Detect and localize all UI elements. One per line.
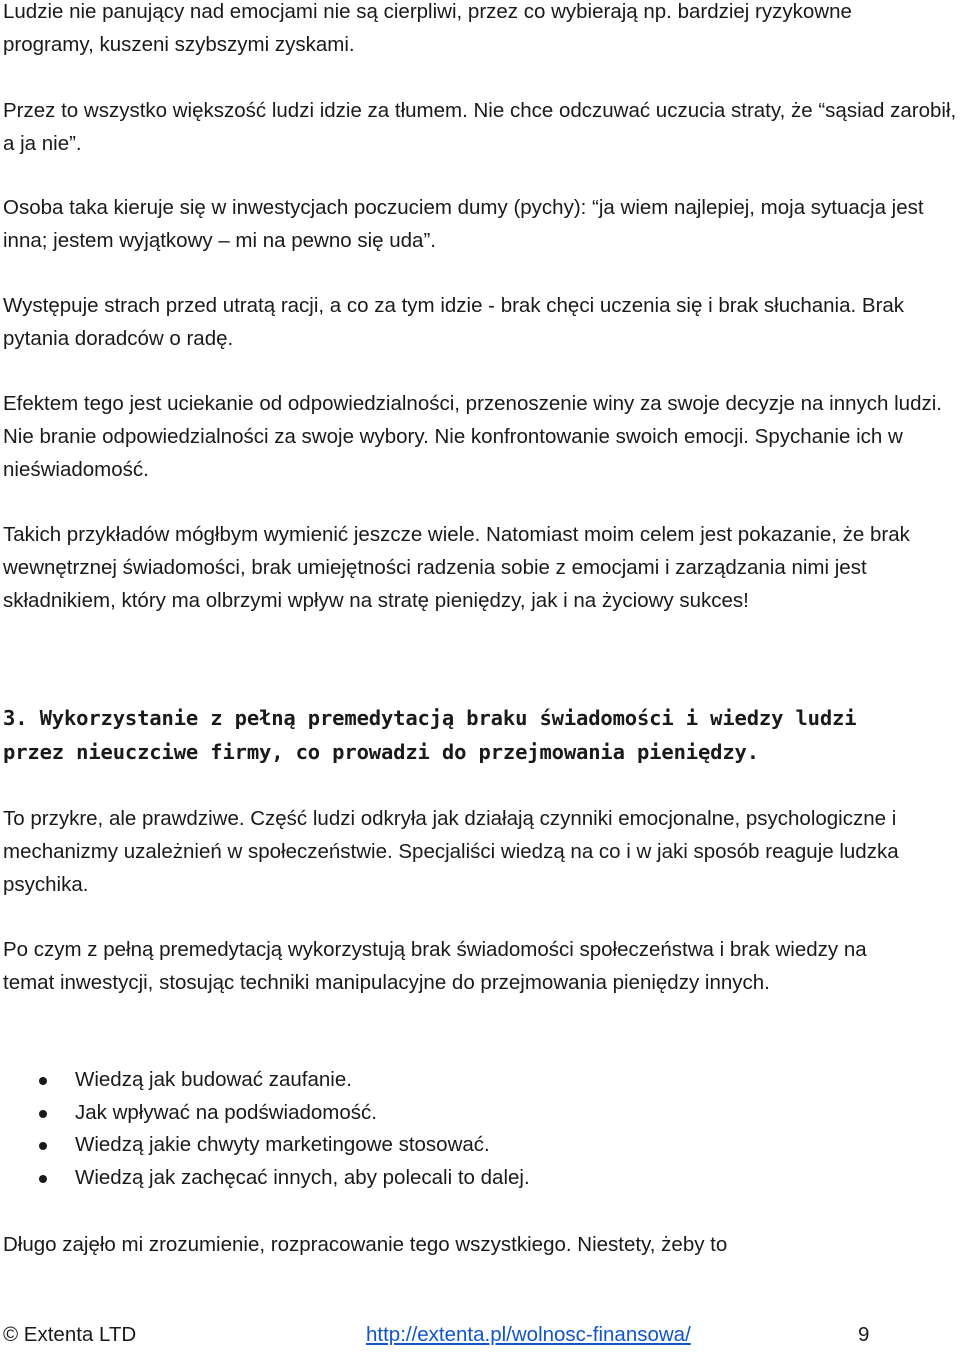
bullet-icon — [39, 1142, 47, 1150]
bullet-icon — [39, 1110, 47, 1118]
footer-copyright: © Extenta LTD — [3, 1323, 137, 1346]
paragraph: Przez to wszystko większość ludzi idzie za tłumem. Nie chce odczuwać uczucia straty, że “sąsiad zarobił, a ja nie”. — [3, 99, 957, 155]
paragraph: Osoba taka kieruje się w inwestycjach poczuciem dumy (pychy): “ja wiem najlepiej, moja sytuacja jest inna; jestem wyjątkowy – mi na pewno się uda”. — [3, 196, 924, 252]
paragraph: Występuje strach przed utratą racji, a co za tym idzie - brak chęci uczenia się i brak słuchania. Brak pytania doradców o radę. — [3, 294, 905, 350]
list-item — [3, 1162, 903, 1195]
paragraph: Efektem tego jest uciekanie od odpowiedzialności, przenoszenie winy za swoje decyzje na innych ludzi. Nie branie odpowiedzialności za swoje wybory. Nie konfrontowanie swoich emocji. Spychanie ich w nieświadomość. — [3, 392, 942, 481]
list-item-text: Wiedzą jak zachęcać innych, aby polecali to dalej. — [75, 1165, 530, 1189]
paragraph: Ludzie nie panujący nad emocjami nie są cierpliwi, przez co wybierają np. bardziej ryzykowne programy, kuszeni szybszymi zyskami. — [3, 0, 852, 56]
section-heading: 3. Wykorzystanie z pełną premedytacją braku świadomości i wiedzy ludzi przez nieuczciwe firmy, co prowadzi do przejmowania pieniędzy. — [3, 706, 857, 764]
paragraph: Takich przykładów mógłbym wymienić jeszcze wiele. Natomiast moim celem jest pokazanie, że brak wewnętrznej świadomości, brak umiejętności radzenia sobie z emocjami i zarządzania nimi jest składnikiem, który ma olbrzymi wpływ na stratę pieniędzy, jak i na życiowy sukces! — [3, 523, 910, 612]
paragraph: To przykre, ale prawdziwe. Część ludzi odkryła jak działają czynniki emocjonalne, psychologiczne i mechanizmy uzależnień w społeczeństwie. Specjaliści wiedzą na co i w jaki sposób reaguje ludzka psychika. — [3, 807, 899, 896]
list-item — [3, 1129, 903, 1162]
page-number: 9 — [858, 1323, 870, 1346]
paragraph: Po czym z pełną premedytacją wykorzystują brak świadomości społeczeństwa i brak wiedzy na temat inwestycji, stosując techniki manipulacyjne do przejmowania pieniędzy innych. — [3, 938, 867, 994]
bullet-list — [3, 1064, 903, 1194]
list-item — [3, 1064, 903, 1097]
list-item-text: Wiedzą jak budować zaufanie. — [75, 1068, 352, 1091]
list-item-text: Jak wpływać na podświadomość. — [75, 1100, 377, 1124]
paragraph: Długo zajęło mi zrozumienie, rozpracowanie tego wszystkiego. Niestety, żeby to — [3, 1233, 728, 1256]
bullet-icon — [39, 1077, 47, 1085]
list-item-text: Wiedzą jakie chwyty marketingowe stosować. — [75, 1133, 490, 1156]
page-footer — [3, 1318, 958, 1352]
footer-link[interactable]: http://extenta.pl/wolnosc-finansowa/ — [366, 1323, 691, 1346]
list-item — [3, 1097, 903, 1130]
bullet-icon — [39, 1175, 47, 1183]
